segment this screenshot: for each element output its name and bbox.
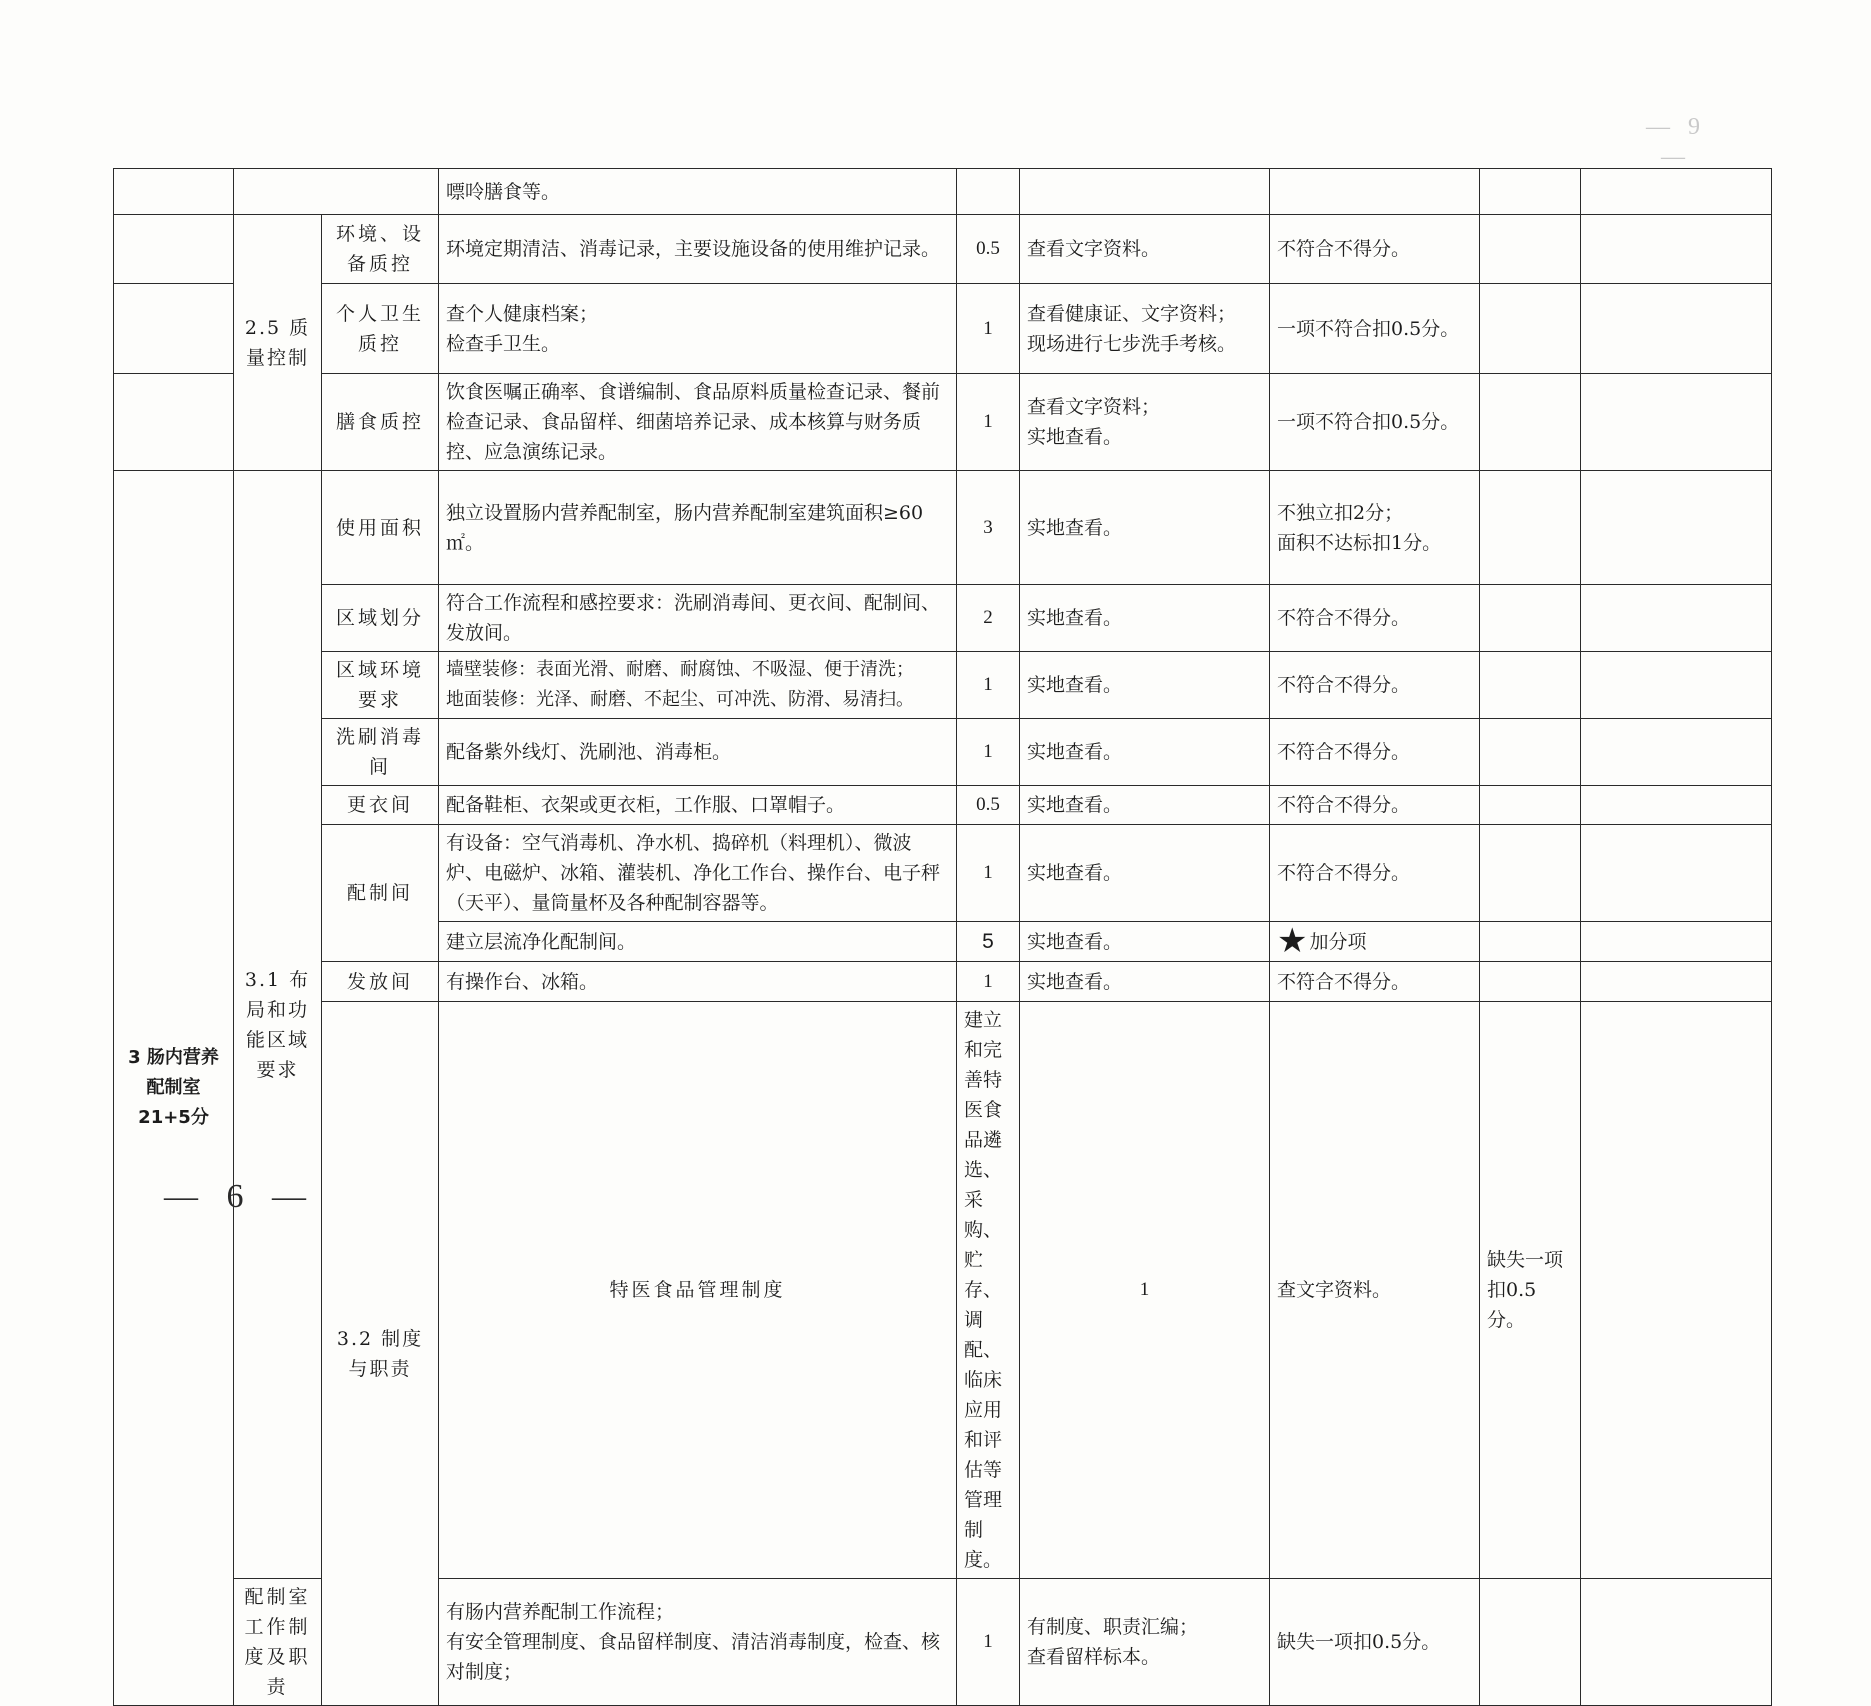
extra-cell	[1581, 585, 1772, 652]
content-line: 地面装修：光泽、耐磨、不起尘、可冲洗、防滑、易清扫。	[446, 689, 914, 710]
extra-cell	[1480, 471, 1581, 585]
section-layout-requirements: 3.1 布局和功能区域要求	[234, 471, 322, 1579]
points-cell: 1	[957, 652, 1020, 719]
method-cell	[1020, 374, 1270, 471]
item-cell: 洗刷消毒间	[322, 719, 439, 786]
table-row	[114, 169, 1772, 215]
method-line: 有制度、职责汇编；	[1027, 1616, 1199, 1638]
scoring-cell: 一项不符合扣0.5分。	[1270, 374, 1480, 471]
extra-cell	[1480, 652, 1581, 719]
method-cell: 实地查看。	[1020, 962, 1270, 1002]
method-cell: 实地查看。	[1020, 719, 1270, 786]
category-cell-empty	[114, 284, 234, 374]
content-cell: 独立设置肠内营养配制室，肠内营养配制室建筑面积≥60㎡。	[439, 471, 957, 585]
extra-cell	[1480, 786, 1581, 825]
content-cell: 配备鞋柜、衣架或更衣柜，工作服、口罩帽子。	[439, 786, 957, 825]
extra-cell	[1581, 374, 1772, 471]
item-cell: 区域划分	[322, 585, 439, 652]
method-cell: 实地查看。	[1020, 652, 1270, 719]
points-cell: 1	[957, 719, 1020, 786]
extra-cell	[1581, 1579, 1772, 1706]
content-cell: 符合工作流程和感控要求：洗刷消毒间、更衣间、配制间、发放间。	[439, 585, 957, 652]
section-system-and-duties: 3.2 制度与职责	[322, 1002, 439, 1706]
table-row	[114, 962, 1772, 1002]
scoring-cell: 不符合不得分。	[1270, 825, 1480, 922]
content-cell: 饮食医嘱正确率、食谱编制、食品原料质量检查记录、餐前检查记录、食品留样、细菌培养记录、成本核算与财务质控、应急演练记录。	[439, 374, 957, 471]
extra-cell	[1581, 719, 1772, 786]
item-cell: 配制室工作制度及职责	[234, 1579, 322, 1706]
method-cell	[1020, 1579, 1270, 1706]
table-row	[114, 284, 1772, 374]
extra-cell	[1480, 169, 1581, 215]
method-cell: 实地查看。	[1020, 825, 1270, 922]
method-cell	[1020, 169, 1270, 215]
extra-cell	[1480, 962, 1581, 1002]
item-cell: 发放间	[322, 962, 439, 1002]
points-cell: 3	[957, 471, 1020, 585]
scoring-line: 面积不达标扣1分。	[1277, 531, 1442, 554]
table-row	[114, 825, 1772, 922]
scoring-cell	[1270, 922, 1480, 962]
category-points: 21+5分	[138, 1107, 209, 1128]
extra-cell	[1581, 169, 1772, 215]
content-line: 查个人健康档案；	[446, 302, 599, 325]
method-cell: 查看文字资料。	[1020, 215, 1270, 284]
extra-cell	[1581, 962, 1772, 1002]
extra-cell	[1581, 652, 1772, 719]
scoring-cell	[1270, 471, 1480, 585]
scoring-cell: 不符合不得分。	[1270, 786, 1480, 825]
category-line: 3 肠内营养	[128, 1047, 219, 1068]
scoring-cell	[1270, 169, 1480, 215]
category-line: 配制室	[146, 1077, 201, 1098]
method-line: 现场进行七步洗手考核。	[1027, 332, 1237, 355]
item-cell: 区域环境要求	[322, 652, 439, 719]
content-cell: 有操作台、冰箱。	[439, 962, 957, 1002]
page-number: — 6 —	[164, 1178, 316, 1215]
table-row	[114, 719, 1772, 786]
content-line: 有安全管理制度、食品留样制度、清洁消毒制度，检查、核对制度；	[446, 1631, 941, 1683]
table-row	[114, 1002, 1772, 1579]
method-line: 查看留样标本。	[1027, 1646, 1161, 1668]
method-cell: 实地查看。	[1020, 471, 1270, 585]
scoring-cell: 不符合不得分。	[1270, 215, 1480, 284]
points-cell: 1	[1020, 1002, 1270, 1579]
points-cell: 1	[957, 825, 1020, 922]
table-row	[114, 585, 1772, 652]
method-line: 实地查看。	[1027, 426, 1123, 448]
content-line: 检查手卫生。	[446, 332, 561, 355]
evaluation-table	[113, 168, 1772, 1706]
points-cell: 1	[957, 962, 1020, 1002]
category-cell-empty	[114, 374, 234, 471]
points-cell: 1	[957, 374, 1020, 471]
table-row	[114, 786, 1772, 825]
extra-cell	[1581, 1002, 1772, 1579]
scoring-cell: 不符合不得分。	[1270, 719, 1480, 786]
item-cell: 环境、设备质控	[322, 215, 439, 284]
extra-cell	[1581, 922, 1772, 962]
scoring-cell: 不符合不得分。	[1270, 585, 1480, 652]
content-line: 有肠内营养配制工作流程；	[446, 1601, 675, 1623]
content-cell: 配备紫外线灯、洗刷池、消毒柜。	[439, 719, 957, 786]
method-cell	[1020, 284, 1270, 374]
extra-cell	[1480, 284, 1581, 374]
item-cell: 更衣间	[322, 786, 439, 825]
extra-cell	[1480, 1579, 1581, 1706]
extra-cell	[1480, 374, 1581, 471]
extra-cell	[1480, 922, 1581, 962]
method-cell: 实地查看。	[1020, 786, 1270, 825]
category-enteral-nutrition-room	[114, 471, 234, 1706]
category-cell-empty	[114, 169, 234, 215]
content-cell: 有设备：空气消毒机、净水机、捣碎机（料理机）、微波炉、电磁炉、冰箱、灌装机、净化工作台、操作台、电子秤（天平）、量筒量杯及各种配制容器等。	[439, 825, 957, 922]
points-cell: 1	[957, 1579, 1020, 1706]
content-cell: 建立层流净化配制间。	[439, 922, 957, 962]
table-row	[114, 374, 1772, 471]
item-cell: 配制间	[322, 825, 439, 962]
item-cell: 使用面积	[322, 471, 439, 585]
extra-cell	[1581, 786, 1772, 825]
scoring-line: 不独立扣2分；	[1277, 501, 1404, 524]
bonus-label: 加分项	[1309, 930, 1367, 953]
points-cell: 1	[957, 284, 1020, 374]
extra-cell	[1581, 215, 1772, 284]
scoring-cell: 缺失一项扣0.5分。	[1270, 1579, 1480, 1706]
points-cell: 2	[957, 585, 1020, 652]
content-cell: 嘌呤膳食等。	[439, 169, 957, 215]
content-cell: 环境定期清洁、消毒记录，主要设施设备的使用维护记录。	[439, 215, 957, 284]
scoring-cell: 缺失一项扣0.5分。	[1480, 1002, 1581, 1579]
scoring-cell: 一项不符合扣0.5分。	[1270, 284, 1480, 374]
item-cell: 特医食品管理制度	[439, 1002, 957, 1579]
method-cell: 实地查看。	[1020, 922, 1270, 962]
content-line: 墙壁装修：表面光滑、耐磨、耐腐蚀、不吸湿、便于清洗；	[446, 659, 914, 680]
table-row	[114, 652, 1772, 719]
content-cell	[439, 652, 957, 719]
extra-cell	[1581, 471, 1772, 585]
points-cell	[957, 169, 1020, 215]
content-cell	[439, 284, 957, 374]
item-cell: 膳食质控	[322, 374, 439, 471]
extra-cell	[1480, 585, 1581, 652]
extra-cell	[1480, 825, 1581, 922]
item-cell: 个人卫生质控	[322, 284, 439, 374]
extra-cell	[1581, 284, 1772, 374]
points-cell: 0.5	[957, 215, 1020, 284]
section-quality-control: 2.5 质量控制	[234, 215, 322, 471]
section-cell-empty	[234, 169, 439, 215]
star-icon: ★	[1277, 921, 1308, 961]
extra-cell	[1581, 825, 1772, 922]
method-line: 查看文字资料；	[1027, 396, 1161, 418]
content-cell	[439, 1579, 957, 1706]
table-row	[114, 471, 1772, 585]
scoring-cell: 不符合不得分。	[1270, 962, 1480, 1002]
method-cell: 查文字资料。	[1270, 1002, 1480, 1579]
content-cell: 建立和完善特医食品遴选、采购、贮存、调配、临床应用和评估等管理制度。	[957, 1002, 1020, 1579]
table-row	[114, 215, 1772, 284]
method-line: 查看健康证、文字资料；	[1027, 302, 1237, 325]
scoring-cell: 不符合不得分。	[1270, 652, 1480, 719]
method-cell: 实地查看。	[1020, 585, 1270, 652]
faint-header-page-mark: — 9 —	[1646, 114, 1706, 170]
category-cell-empty	[114, 215, 234, 284]
extra-cell	[1480, 719, 1581, 786]
bonus-points-cell: 5	[957, 922, 1020, 962]
extra-cell	[1480, 215, 1581, 284]
points-cell: 0.5	[957, 786, 1020, 825]
